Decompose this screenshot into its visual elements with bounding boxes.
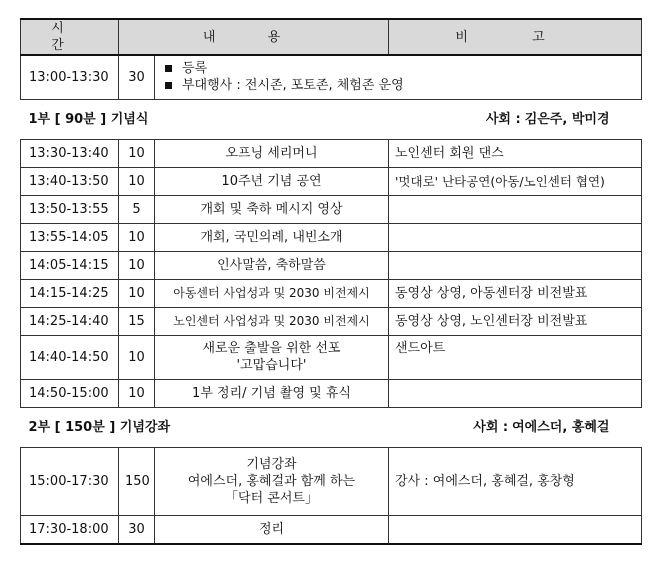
header-content: 내 용 <box>119 19 389 55</box>
table-row: 13:40-13:50 10 10주년 기념 공연 '멋대로' 난타공연(아동/노인센터 협연) <box>21 167 642 195</box>
host-label: 사회 : <box>485 111 521 127</box>
square-bullet-icon <box>165 65 172 72</box>
opening-time: 13:00-13:30 <box>21 55 119 99</box>
opening-items <box>155 55 642 99</box>
table-row: 14:50-15:00 10 1부 정리/ 기념 촬영 및 휴식 <box>21 379 642 407</box>
part1-title: 1부 [ 90분 ] 기념식 <box>28 111 149 127</box>
table-row: 15:00-17:30 150 기념강좌 여에스더, 홍혜걸과 함께 하는 「닥터 콘서트」 강사 : 여에스더, 홍혜걸, 홍창형 <box>21 447 642 515</box>
part2-section <box>21 407 642 447</box>
table-row: 17:30-18:00 30 정리 <box>21 515 642 544</box>
header-memo: 비 고 <box>389 19 642 55</box>
table-row: 14:40-14:50 10 새로운 출발을 위한 선포 '고맙습니다' 샌드아트 <box>21 335 642 379</box>
part2-host: 사회 : 여에스더, 홍혜걸 <box>473 419 610 435</box>
host-label: 사회 : <box>473 419 509 435</box>
part1-host: 사회 : 김은주, 박미경 <box>485 111 610 127</box>
table-row: 13:30-13:40 10 오프닝 세리머니 노인센터 회원 댄스 <box>21 139 642 167</box>
header-time: 시 간 <box>21 19 119 55</box>
opening-item: 부대행사 : 전시존, 포토존, 체험존 운영 <box>165 77 635 94</box>
part1-section <box>21 99 642 139</box>
table-row: 13:50-13:55 5 개회 및 축하 메시지 영상 <box>21 195 642 223</box>
schedule-container <box>20 18 641 545</box>
part2-title: 2부 [ 150분 ] 기념강좌 <box>28 419 171 435</box>
table-row: 14:15-14:25 10 아동센터 사업성과 및 2030 비전제시 동영상 상영, 아동센터장 비전발표 <box>21 279 642 307</box>
square-bullet-icon <box>165 82 172 89</box>
schedule-table <box>20 18 642 545</box>
table-header-row <box>21 19 642 55</box>
opening-item: 등록 <box>165 60 635 77</box>
table-row: 14:25-14:40 15 노인센터 사업성과 및 2030 비전제시 동영상 상영, 노인센터장 비전발표 <box>21 307 642 335</box>
table-row: 14:05-14:15 10 인사말씀, 축하말씀 <box>21 251 642 279</box>
opening-row <box>21 55 642 99</box>
opening-duration: 30 <box>119 55 155 99</box>
table-row: 13:55-14:05 10 개회, 국민의례, 내빈소개 <box>21 223 642 251</box>
